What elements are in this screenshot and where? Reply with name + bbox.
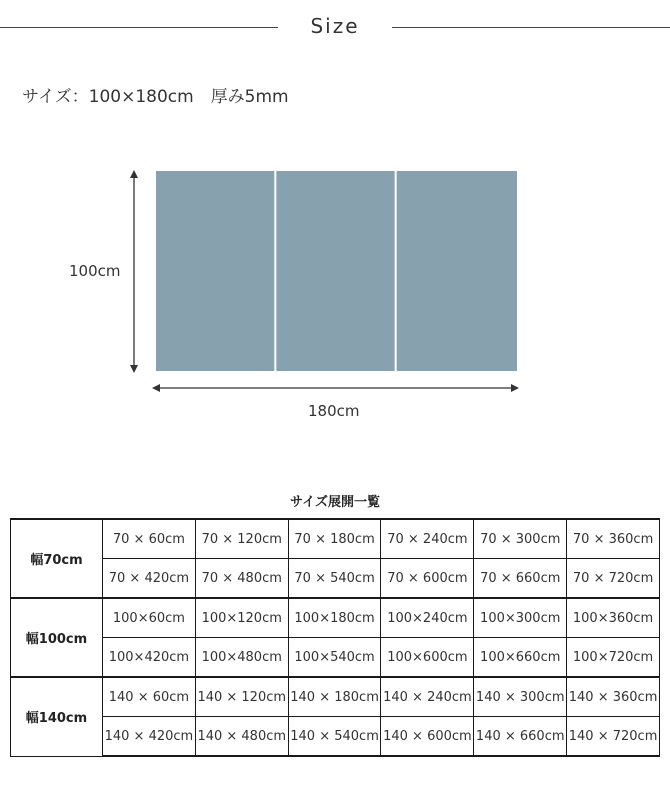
size-cell: 140 × 300cm (474, 677, 567, 717)
height-label: 100cm (69, 262, 121, 280)
size-cell: 70 × 240cm (381, 519, 474, 559)
table-row (11, 598, 660, 638)
size-cell: 70 × 120cm (195, 519, 288, 559)
size-cell: 70 × 360cm (567, 519, 660, 559)
mat-panel (276, 171, 394, 371)
table-row (11, 638, 660, 678)
size-cell: 140 × 600cm (381, 717, 474, 757)
width-group-label: 幅100cm (11, 598, 103, 677)
mat-panel (397, 171, 517, 371)
size-cell: 100×360cm (567, 598, 660, 638)
title-rule-right (392, 27, 670, 28)
size-cell: 140 × 540cm (288, 717, 381, 757)
size-cell: 100×600cm (381, 638, 474, 678)
table-row (11, 559, 660, 599)
size-cell: 140 × 180cm (288, 677, 381, 717)
size-cell: 140 × 360cm (567, 677, 660, 717)
size-cell: 140 × 60cm (103, 677, 196, 717)
size-cell: 100×720cm (567, 638, 660, 678)
table-row (11, 519, 660, 559)
size-cell: 100×60cm (103, 598, 196, 638)
size-cell: 70 × 480cm (195, 559, 288, 599)
size-cell: 70 × 300cm (474, 519, 567, 559)
size-diagram (0, 160, 670, 430)
width-label: 180cm (308, 402, 360, 420)
size-cell: 70 × 180cm (288, 519, 381, 559)
size-spec-text: サイズ：100×180cm 厚み5mm (22, 87, 289, 107)
size-cell: 100×420cm (103, 638, 196, 678)
table-row (11, 717, 660, 757)
size-cell: 100×480cm (195, 638, 288, 678)
size-cell: 70 × 420cm (103, 559, 196, 599)
size-cell: 70 × 720cm (567, 559, 660, 599)
size-table (10, 518, 660, 757)
section-title: Size (310, 14, 360, 38)
mat-panels (156, 171, 517, 371)
table-row (11, 677, 660, 717)
size-cell: 70 × 540cm (288, 559, 381, 599)
size-cell: 100×180cm (288, 598, 381, 638)
size-cell: 100×120cm (195, 598, 288, 638)
table-caption: サイズ展開一覧 (290, 495, 380, 510)
size-cell: 70 × 600cm (381, 559, 474, 599)
size-cell: 140 × 420cm (103, 717, 196, 757)
size-cell: 100×540cm (288, 638, 381, 678)
size-cell: 100×300cm (474, 598, 567, 638)
width-group-label: 幅140cm (11, 677, 103, 756)
size-cell: 140 × 720cm (567, 717, 660, 757)
size-cell: 140 × 120cm (195, 677, 288, 717)
size-cell: 140 × 240cm (381, 677, 474, 717)
width-group-label: 幅70cm (11, 519, 103, 598)
size-cell: 100×240cm (381, 598, 474, 638)
size-cell: 100×660cm (474, 638, 567, 678)
size-cell: 70 × 60cm (103, 519, 196, 559)
size-cell: 70 × 660cm (474, 559, 567, 599)
size-cell: 140 × 480cm (195, 717, 288, 757)
size-cell: 140 × 660cm (474, 717, 567, 757)
mat-diagram-svg (0, 160, 670, 430)
mat-panel (156, 171, 274, 371)
